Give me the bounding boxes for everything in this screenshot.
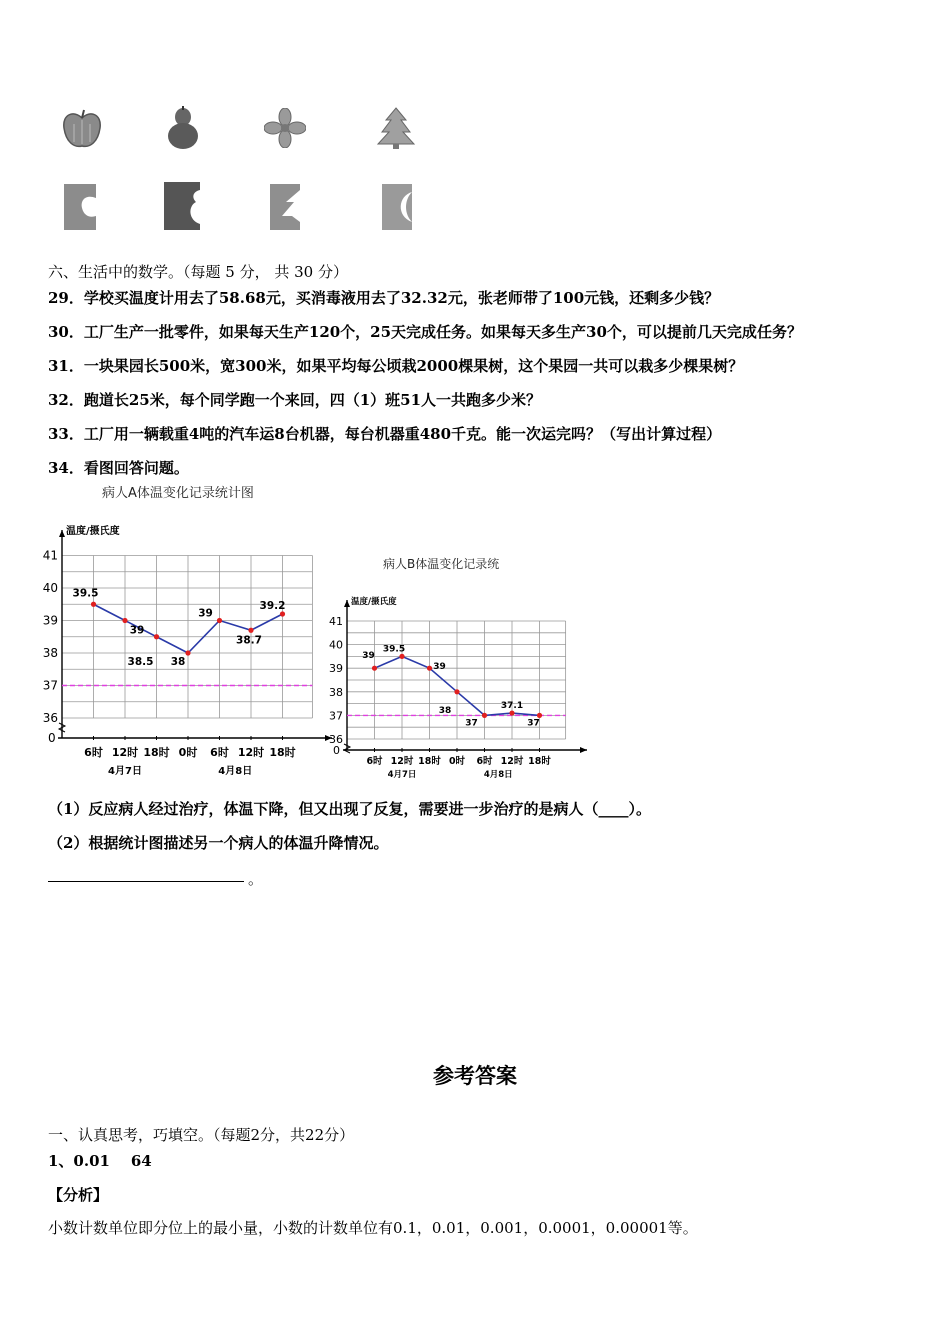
data-point — [217, 618, 222, 623]
answer-blank-end: 。 — [248, 870, 264, 888]
x-tick-label: 6时 — [476, 756, 493, 767]
answer-blank-line[interactable] — [48, 880, 244, 882]
chart-title: 病人A体温变化记录统计图 — [102, 486, 254, 501]
y-axis-label: 温度/摄氏度 — [351, 597, 397, 607]
section6-heading: 六、生活中的数学。（每题 5 分， 共 30 分） — [48, 263, 348, 281]
x-tick-label: 18时 — [143, 746, 170, 759]
x-tick-label: 12时 — [111, 746, 139, 759]
data-label: 38.7 — [236, 634, 262, 647]
x-tick-label: 6时 — [84, 746, 103, 759]
gourd-icon — [165, 104, 201, 150]
data-point — [372, 666, 377, 671]
data-label: 39 — [433, 662, 446, 673]
y-tick-label: 37 — [42, 678, 58, 693]
sub-question-1: （1）反应病人经过治疗，体温下降，但又出现了反复，需要进一步治疗的是病人（____）。 — [48, 800, 651, 818]
chart-title: 病人B体温变化记录统 — [383, 557, 500, 571]
question-33: 33．工厂用一辆载重4吨的汽车运8台机器，每台机器重480千克。能一次运完吗？（写出计算过程） — [48, 425, 722, 443]
y-tick-label: 40 — [329, 638, 343, 652]
shape-apple — [60, 108, 104, 154]
x-tick-label: 6时 — [210, 746, 229, 759]
y-axis-label: 温度/摄氏度 — [66, 526, 120, 537]
chart-patient-b — [325, 550, 595, 785]
y-tick-label: 38 — [329, 685, 343, 699]
x-axis-arrow — [580, 747, 587, 753]
data-point — [280, 611, 285, 616]
x-tick-label: 6时 — [366, 756, 383, 767]
y-tick-label: 37 — [329, 709, 343, 723]
data-point — [154, 634, 159, 639]
x-group-label: 4月7日 — [387, 770, 417, 780]
data-label: 39.5 — [382, 644, 406, 655]
sub-question-2: （2）根据统计图描述另一个病人的体温升降情况。 — [48, 834, 389, 852]
x-tick-label: 12时 — [237, 746, 265, 759]
flower-icon — [264, 108, 306, 148]
shape-gourd — [165, 104, 201, 154]
x-tick-label: 0时 — [448, 756, 466, 767]
axis-break — [344, 744, 350, 753]
data-point — [454, 689, 459, 694]
y-tick-label: 39 — [329, 662, 343, 676]
shape-e-tree — [268, 182, 302, 236]
letter-e-moon-icon — [380, 182, 414, 232]
data-label: 38 — [438, 705, 452, 716]
data-point — [399, 654, 404, 659]
y-tick-label: 36 — [42, 711, 58, 725]
x-tick-label: 12时 — [500, 756, 524, 767]
apple-icon — [60, 108, 104, 150]
data-label: 39 — [362, 651, 375, 662]
question-29: 29．学校买温度计用去了58.68元，买消毒液用去了32.32元，张老师带了100元钱，还剩多少钱？ — [48, 289, 720, 307]
data-point — [91, 602, 96, 607]
data-label: 37 — [527, 718, 540, 729]
shape-e-apple — [62, 182, 98, 236]
data-label: 38 — [170, 656, 186, 668]
data-label: 37 — [465, 718, 478, 729]
origin-label: 0 — [333, 744, 340, 757]
y-tick-label: 39 — [42, 613, 58, 628]
answers-title: 参考答案 — [433, 1063, 517, 1088]
y-axis-arrow — [344, 600, 350, 607]
data-point — [509, 710, 514, 715]
axis-break — [59, 723, 65, 732]
data-point — [248, 628, 253, 633]
y-tick-label: 36 — [329, 733, 343, 746]
shape-flower — [264, 108, 306, 152]
data-point — [537, 713, 542, 718]
origin-label: 0 — [48, 731, 56, 745]
y-tick-label: 38 — [42, 646, 58, 660]
x-tick-label: 18时 — [528, 756, 551, 767]
y-axis-arrow — [59, 530, 65, 537]
shape-e-gourd — [162, 180, 202, 236]
shape-tree — [376, 106, 416, 154]
x-tick-label: 18时 — [269, 746, 296, 759]
y-tick-label: 40 — [42, 581, 58, 595]
letter-e-gourd-icon — [162, 180, 202, 232]
y-tick-label: 41 — [42, 548, 58, 563]
x-tick-label: 18时 — [418, 756, 441, 767]
data-label: 39.5 — [72, 587, 99, 600]
data-point — [122, 618, 127, 623]
letter-e-apple-icon — [62, 182, 98, 232]
data-label: 39 — [198, 607, 213, 620]
question-32: 32．跑道长25米，每个同学跑一个来回，四（1）班51人一共跑多少米？ — [48, 391, 542, 409]
tree-icon — [376, 106, 416, 150]
data-label: 39.2 — [259, 600, 286, 612]
data-label: 38.5 — [127, 655, 154, 668]
x-group-label: 4月8日 — [218, 766, 253, 777]
analysis-label: 【分析】 — [48, 1186, 109, 1204]
data-point — [185, 650, 190, 655]
answers-section1-heading: 一、认真思考，巧填空。（每题2分，共22分） — [48, 1126, 355, 1144]
question-31: 31．一块果园长500米，宽300米，如果平均每公顷栽2000棵果树，这个果园一共可以栽多少棵果树？ — [48, 357, 744, 375]
x-tick-label: 0时 — [178, 746, 198, 759]
data-label: 37.1 — [500, 701, 524, 712]
letter-e-tree-icon — [268, 182, 302, 232]
x-group-label: 4月8日 — [483, 770, 513, 780]
x-group-label: 4月7日 — [108, 766, 142, 777]
analysis-text: 小数计数单位即分位上的最小量，小数的计数单位有0.1，0.01，0.001，0.0001，0.00001等。 — [48, 1219, 698, 1237]
y-tick-label: 41 — [329, 615, 343, 628]
x-tick-label: 12时 — [390, 756, 414, 767]
shape-e-moon — [380, 182, 414, 236]
data-point — [482, 713, 487, 718]
question-30: 30．工厂生产一批零件，如果每天生产120个，25天完成任务。如果每天多生产30个，可以提前几天完成任务？ — [48, 323, 802, 341]
question-34: 34．看图回答问题。 — [48, 459, 189, 477]
answer-1: 1、0.01 64 — [48, 1152, 152, 1170]
data-point — [427, 666, 432, 671]
data-label: 39 — [129, 624, 145, 637]
chart-patient-a — [40, 480, 340, 780]
